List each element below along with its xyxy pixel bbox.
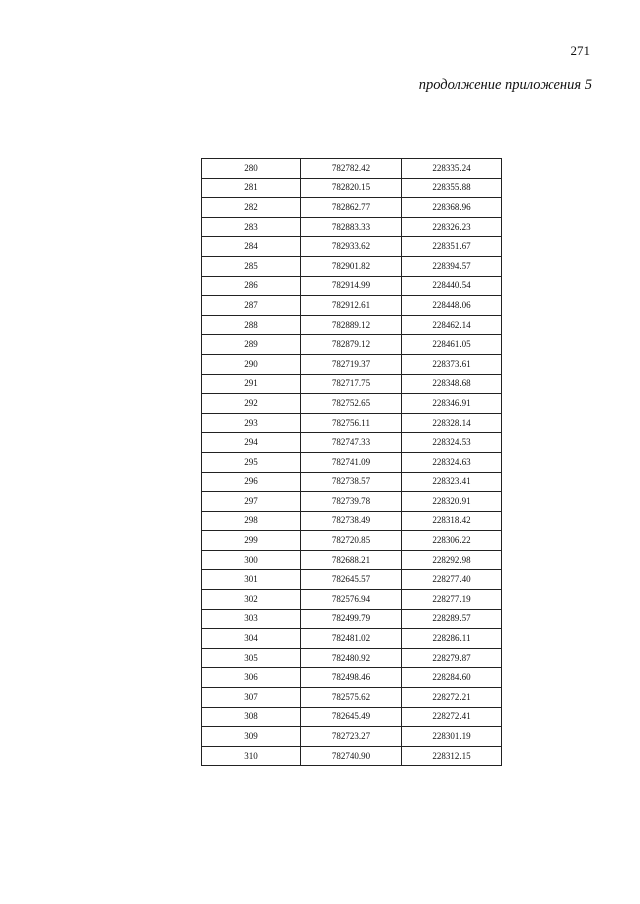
table-row bbox=[202, 256, 502, 276]
point-number-cell: 285 bbox=[202, 256, 301, 276]
y-coordinate-cell: 228301.19 bbox=[402, 727, 502, 747]
point-number-cell: 288 bbox=[202, 315, 301, 335]
y-coordinate-cell: 228351.67 bbox=[402, 237, 502, 257]
table-row bbox=[202, 198, 502, 218]
y-coordinate-cell: 228320.91 bbox=[402, 492, 502, 512]
x-coordinate-cell: 782645.49 bbox=[301, 707, 402, 727]
table-row bbox=[202, 609, 502, 629]
point-number-cell: 298 bbox=[202, 511, 301, 531]
table-row bbox=[202, 746, 502, 766]
point-number-cell: 306 bbox=[202, 668, 301, 688]
table-row bbox=[202, 296, 502, 316]
x-coordinate-cell: 782740.90 bbox=[301, 746, 402, 766]
point-number-cell: 291 bbox=[202, 374, 301, 394]
y-coordinate-cell: 228279.87 bbox=[402, 648, 502, 668]
point-number-cell: 283 bbox=[202, 217, 301, 237]
point-number-cell: 305 bbox=[202, 648, 301, 668]
y-coordinate-cell: 228286.11 bbox=[402, 629, 502, 649]
x-coordinate-cell: 782576.94 bbox=[301, 590, 402, 610]
table-row bbox=[202, 374, 502, 394]
table-row bbox=[202, 688, 502, 708]
y-coordinate-cell: 228326.23 bbox=[402, 217, 502, 237]
table-row bbox=[202, 472, 502, 492]
point-number-cell: 307 bbox=[202, 688, 301, 708]
y-coordinate-cell: 228448.06 bbox=[402, 296, 502, 316]
table-row bbox=[202, 570, 502, 590]
table-row bbox=[202, 648, 502, 668]
point-number-cell: 302 bbox=[202, 590, 301, 610]
point-number-cell: 290 bbox=[202, 354, 301, 374]
x-coordinate-cell: 782747.33 bbox=[301, 433, 402, 453]
x-coordinate-cell: 782933.62 bbox=[301, 237, 402, 257]
point-number-cell: 293 bbox=[202, 413, 301, 433]
x-coordinate-cell: 782481.02 bbox=[301, 629, 402, 649]
x-coordinate-cell: 782862.77 bbox=[301, 198, 402, 218]
point-number-cell: 286 bbox=[202, 276, 301, 296]
table-row bbox=[202, 707, 502, 727]
y-coordinate-cell: 228461.05 bbox=[402, 335, 502, 355]
x-coordinate-cell: 782738.57 bbox=[301, 472, 402, 492]
point-number-cell: 282 bbox=[202, 198, 301, 218]
table-row bbox=[202, 237, 502, 257]
appendix-continuation-heading: продолжение приложения 5 bbox=[418, 77, 592, 93]
y-coordinate-cell: 228440.54 bbox=[402, 276, 502, 296]
x-coordinate-cell: 782723.27 bbox=[301, 727, 402, 747]
y-coordinate-cell: 228289.57 bbox=[402, 609, 502, 629]
x-coordinate-cell: 782782.42 bbox=[301, 159, 402, 179]
table-row bbox=[202, 159, 502, 179]
point-number-cell: 287 bbox=[202, 296, 301, 316]
table-row bbox=[202, 550, 502, 570]
table-row bbox=[202, 394, 502, 414]
table-row bbox=[202, 531, 502, 551]
x-coordinate-cell: 782901.82 bbox=[301, 256, 402, 276]
y-coordinate-cell: 228277.40 bbox=[402, 570, 502, 590]
y-coordinate-cell: 228277.19 bbox=[402, 590, 502, 610]
point-number-cell: 309 bbox=[202, 727, 301, 747]
y-coordinate-cell: 228394.57 bbox=[402, 256, 502, 276]
y-coordinate-cell: 228348.68 bbox=[402, 374, 502, 394]
point-number-cell: 300 bbox=[202, 550, 301, 570]
x-coordinate-cell: 782499.79 bbox=[301, 609, 402, 629]
point-number-cell: 296 bbox=[202, 472, 301, 492]
point-number-cell: 299 bbox=[202, 531, 301, 551]
y-coordinate-cell: 228335.24 bbox=[402, 159, 502, 179]
x-coordinate-cell: 782720.85 bbox=[301, 531, 402, 551]
x-coordinate-cell: 782883.33 bbox=[301, 217, 402, 237]
table-row bbox=[202, 511, 502, 531]
y-coordinate-cell: 228318.42 bbox=[402, 511, 502, 531]
table-row bbox=[202, 433, 502, 453]
x-coordinate-cell: 782752.65 bbox=[301, 394, 402, 414]
y-coordinate-cell: 228323.41 bbox=[402, 472, 502, 492]
y-coordinate-cell: 228355.88 bbox=[402, 178, 502, 198]
y-coordinate-cell: 228462.14 bbox=[402, 315, 502, 335]
point-number-cell: 295 bbox=[202, 452, 301, 472]
table-row bbox=[202, 492, 502, 512]
x-coordinate-cell: 782912.61 bbox=[301, 296, 402, 316]
point-number-cell: 294 bbox=[202, 433, 301, 453]
coordinates-table bbox=[201, 158, 502, 766]
point-number-cell: 281 bbox=[202, 178, 301, 198]
y-coordinate-cell: 228272.41 bbox=[402, 707, 502, 727]
y-coordinate-cell: 228284.60 bbox=[402, 668, 502, 688]
x-coordinate-cell: 782688.21 bbox=[301, 550, 402, 570]
y-coordinate-cell: 228328.14 bbox=[402, 413, 502, 433]
x-coordinate-cell: 782498.46 bbox=[301, 668, 402, 688]
x-coordinate-cell: 782738.49 bbox=[301, 511, 402, 531]
x-coordinate-cell: 782756.11 bbox=[301, 413, 402, 433]
table-row bbox=[202, 276, 502, 296]
point-number-cell: 301 bbox=[202, 570, 301, 590]
point-number-cell: 303 bbox=[202, 609, 301, 629]
page-number: 271 bbox=[570, 43, 590, 58]
table-row bbox=[202, 335, 502, 355]
y-coordinate-cell: 228306.22 bbox=[402, 531, 502, 551]
table-row bbox=[202, 668, 502, 688]
point-number-cell: 289 bbox=[202, 335, 301, 355]
y-coordinate-cell: 228324.63 bbox=[402, 452, 502, 472]
coordinates-table-body bbox=[202, 159, 502, 766]
x-coordinate-cell: 782889.12 bbox=[301, 315, 402, 335]
x-coordinate-cell: 782645.57 bbox=[301, 570, 402, 590]
y-coordinate-cell: 228272.21 bbox=[402, 688, 502, 708]
y-coordinate-cell: 228292.98 bbox=[402, 550, 502, 570]
x-coordinate-cell: 782739.78 bbox=[301, 492, 402, 512]
y-coordinate-cell: 228324.53 bbox=[402, 433, 502, 453]
point-number-cell: 280 bbox=[202, 159, 301, 179]
table-row bbox=[202, 217, 502, 237]
x-coordinate-cell: 782914.99 bbox=[301, 276, 402, 296]
table-row bbox=[202, 727, 502, 747]
x-coordinate-cell: 782820.15 bbox=[301, 178, 402, 198]
table-row bbox=[202, 413, 502, 433]
point-number-cell: 308 bbox=[202, 707, 301, 727]
y-coordinate-cell: 228373.61 bbox=[402, 354, 502, 374]
y-coordinate-cell: 228312.15 bbox=[402, 746, 502, 766]
x-coordinate-cell: 782575.62 bbox=[301, 688, 402, 708]
point-number-cell: 310 bbox=[202, 746, 301, 766]
point-number-cell: 284 bbox=[202, 237, 301, 257]
table-row bbox=[202, 590, 502, 610]
x-coordinate-cell: 782879.12 bbox=[301, 335, 402, 355]
point-number-cell: 304 bbox=[202, 629, 301, 649]
x-coordinate-cell: 782719.37 bbox=[301, 354, 402, 374]
y-coordinate-cell: 228346.91 bbox=[402, 394, 502, 414]
table-row bbox=[202, 629, 502, 649]
table-row bbox=[202, 354, 502, 374]
point-number-cell: 292 bbox=[202, 394, 301, 414]
x-coordinate-cell: 782717.75 bbox=[301, 374, 402, 394]
x-coordinate-cell: 782741.09 bbox=[301, 452, 402, 472]
x-coordinate-cell: 782480.92 bbox=[301, 648, 402, 668]
table-row bbox=[202, 452, 502, 472]
table-row bbox=[202, 315, 502, 335]
y-coordinate-cell: 228368.96 bbox=[402, 198, 502, 218]
point-number-cell: 297 bbox=[202, 492, 301, 512]
table-row bbox=[202, 178, 502, 198]
